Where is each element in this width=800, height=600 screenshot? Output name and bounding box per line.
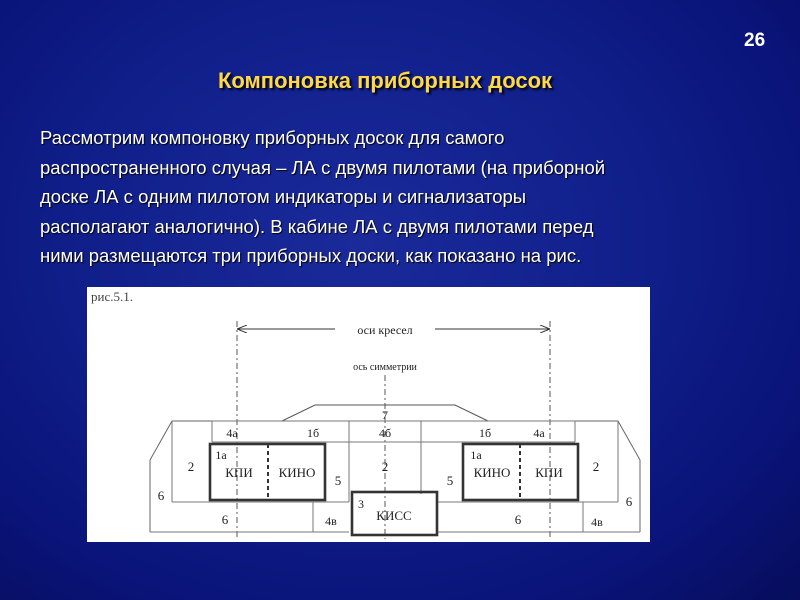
label-left-4v: 4в (325, 514, 337, 528)
body-line: располагают аналогично). В кабине ЛА с двумя пилотами перед (40, 215, 594, 237)
label-left-1b: 1б (306, 426, 320, 440)
panel-outline-right (575, 421, 640, 532)
body-line: Рассмотрим компоновку приборных досок для самого (40, 127, 505, 148)
slide-title: Компоновка приборных досок (217, 68, 553, 93)
label-right-kpi: КПИ (535, 465, 563, 480)
label-left-kino: КИНО (278, 465, 316, 480)
label-left-5: 5 (334, 473, 342, 488)
body-text (40, 123, 760, 271)
figure-caption: рис.5.1. (91, 289, 133, 304)
label-right-4v: 4в (591, 515, 603, 529)
body-line: доске ЛА с одним пилотом индикаторы и сигнализаторы (40, 186, 527, 207)
symmetry-axis-label: ось симметрии (353, 362, 417, 373)
label-left-1a: 1а (215, 448, 227, 462)
seat-axes-label: оси кресел (357, 323, 413, 337)
label-left-6-side: 6 (157, 488, 165, 503)
label-right-1b: 1б (478, 426, 492, 440)
label-right-5: 5 (446, 473, 454, 488)
label-left-6-bottom: 6 (221, 512, 229, 527)
label-right-4a: 4а (533, 426, 545, 440)
instrument-panel-diagram (87, 287, 650, 542)
label-center-2: 2 (381, 459, 389, 474)
label-center-kiss: КИСС (376, 508, 412, 523)
label-right-kino: КИНО (473, 465, 511, 480)
instrument-panel-figure (87, 287, 650, 542)
label-left-kpi: КПИ (225, 465, 253, 480)
label-left-4a: 4а (226, 426, 238, 440)
label-center-4b: 4б (378, 426, 392, 440)
label-right-1a: 1а (470, 448, 482, 462)
label-left-2: 2 (187, 459, 195, 474)
body-line: распространенного случая – ЛА с двумя пилотами (на приборной (40, 156, 606, 178)
label-right-2: 2 (592, 459, 600, 474)
label-right-6-side: 6 (625, 494, 633, 509)
panel-outline-left (150, 421, 212, 460)
body-line: ними размещаются три приборных доски, как показано на рис. (40, 245, 582, 266)
label-center-7: 7 (382, 408, 388, 422)
label-right-6-bottom: 6 (514, 512, 522, 527)
label-center-3: 3 (358, 497, 364, 511)
slide-number: 26 (744, 30, 766, 51)
